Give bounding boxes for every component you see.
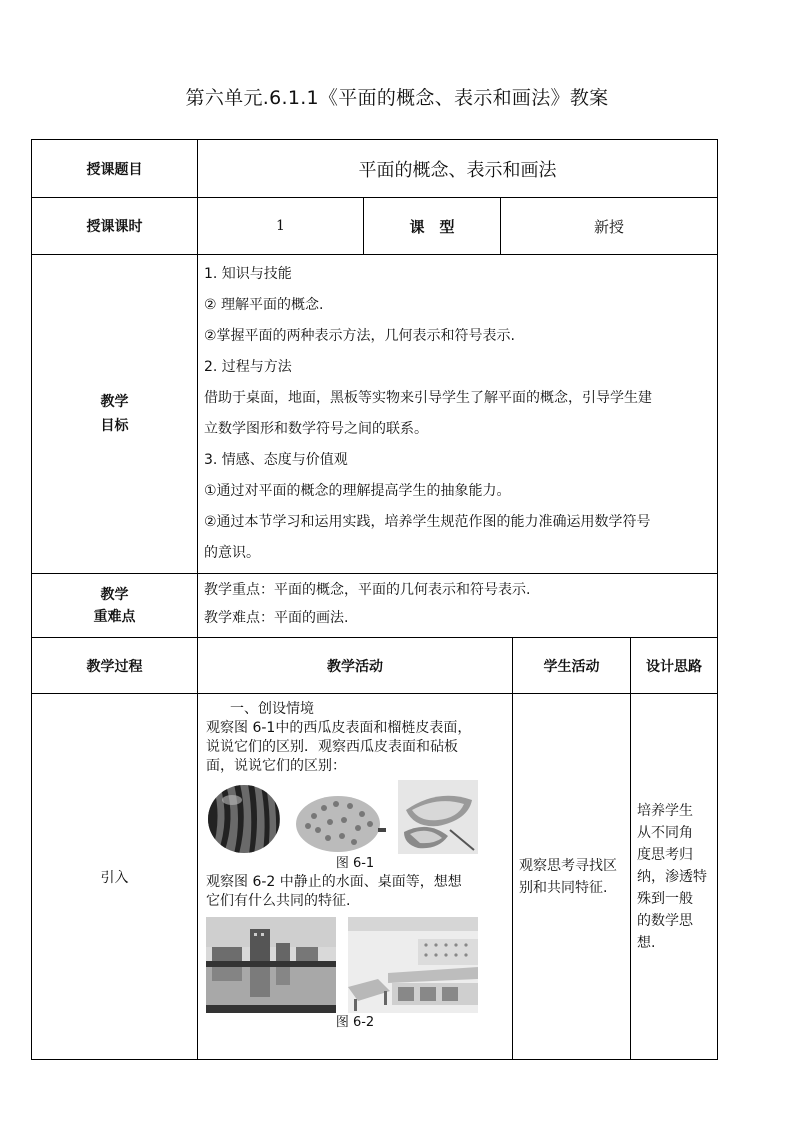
hours-label: 授课课时 (32, 198, 198, 255)
section-title: 一、创设情境 (230, 701, 314, 717)
page-title: 第六单元.6.1.1《平面的概念、表示和画法》教案 (185, 87, 609, 109)
objective-line: 3. 情感、态度与价值观 (204, 452, 348, 468)
difficulty-content (198, 574, 718, 638)
cut-watermelon-image (398, 780, 478, 854)
objective-line: ②通过本节学习和运用实践，培养学生规范作图的能力准确运用数学符号 (204, 514, 651, 530)
durian-image (294, 790, 386, 854)
intro-para2-line: 观察图 6-2 中静止的水面、桌面等，想想 (206, 874, 462, 890)
intro-para1-line: 说说它们的区别．观察西瓜皮表面和砧板 (206, 739, 458, 755)
objective-line: 的意识。 (204, 545, 260, 561)
key-point-line: 教学重点：平面的概念，平面的几何表示和符号表示. (204, 582, 531, 598)
lesson-type-label: 课 型 (364, 198, 501, 255)
objective-line: 2. 过程与方法 (204, 359, 292, 375)
topic-value: 平面的概念、表示和画法 (198, 140, 718, 198)
topic-label: 授课题目 (32, 140, 198, 198)
objective-line: 借助于桌面，地面，黑板等实物来引导学生了解平面的概念，引导学生建 (204, 390, 652, 406)
intro-para1-line: 观察图 6-1中的西瓜皮表面和榴梿皮表面， (206, 720, 472, 736)
process-header-design: 设计思路 (631, 638, 718, 694)
figure-6-1-caption: 图 6-1 (335, 856, 375, 871)
figure-6-2-caption: 图 6-2 (335, 1015, 375, 1030)
objectives-content (198, 255, 718, 574)
objectives-row (32, 255, 718, 574)
intro-para2-line: 它们有什么共同的特征. (206, 893, 351, 909)
intro-student-activity: 观察思考寻找区 别和共同特征. (513, 694, 631, 1060)
process-header-activity: 教学活动 (198, 638, 513, 694)
figure-6-1-images (206, 780, 504, 854)
objectives-label: 教学 目标 (32, 255, 198, 574)
topic-row (32, 140, 718, 198)
process-header-row (32, 638, 718, 694)
intro-design-idea: 培养学生 从不同角 度思考归 纳，渗透特 殊到一般 的数学思 想. (631, 694, 718, 1060)
objective-line: 1. 知识与技能 (204, 266, 292, 282)
intro-row (32, 694, 718, 1060)
intro-stage: 引入 (32, 694, 198, 1060)
process-header-stage: 教学过程 (32, 638, 198, 694)
lake-image (206, 917, 336, 1013)
objective-line: ①通过对平面的概念的理解提高学生的抽象能力。 (204, 483, 511, 499)
desk-room-image (348, 917, 478, 1013)
figure-6-2-images (206, 917, 504, 1013)
lesson-plan-table (31, 139, 718, 1060)
intro-activity (198, 694, 513, 1060)
watermelon-image (206, 782, 282, 854)
objective-line: ②掌握平面的两种表示方法，几何表示和符号表示. (204, 328, 515, 344)
difficult-point-line: 教学难点：平面的画法. (204, 610, 349, 626)
objective-line: ② 理解平面的概念. (204, 297, 324, 313)
hours-value: 1 (198, 198, 364, 255)
process-header-student: 学生活动 (513, 638, 631, 694)
objective-line: 立数学图形和数学符号之间的联系。 (204, 421, 428, 437)
difficulty-row (32, 574, 718, 638)
intro-para1-line: 面，说说它们的区别： (206, 758, 346, 774)
hours-row (32, 198, 718, 255)
lesson-type-value: 新授 (501, 198, 718, 255)
difficulty-label: 教学 重难点 (32, 574, 198, 638)
